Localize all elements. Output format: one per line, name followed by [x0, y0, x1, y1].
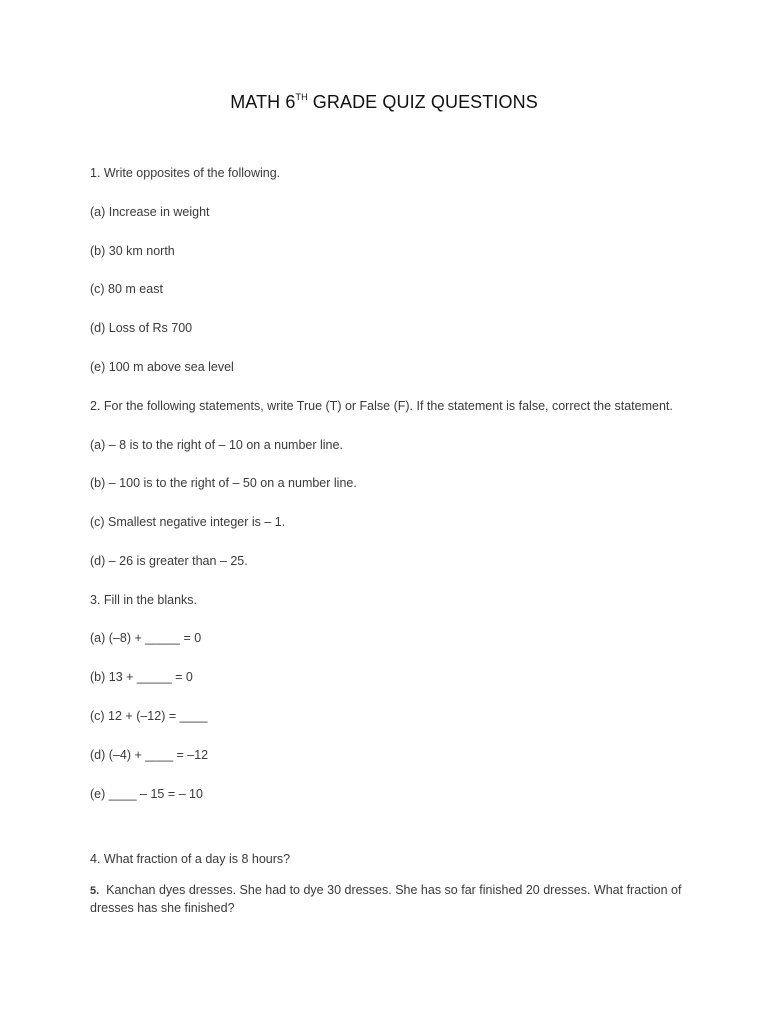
title-suffix: GRADE QUIZ QUESTIONS	[307, 92, 538, 112]
question-4-prompt: 4. What fraction of a day is 8 hours?	[90, 852, 291, 866]
question-2-prompt: 2. For the following statements, write True (T) or False (F). If the statement is false, correct the statement.	[90, 399, 673, 413]
question-3-item-c: (c) 12 + (–12) = ____	[90, 709, 208, 723]
question-5-prompt: Kanchan dyes dresses. She had to dye 30 dresses. She has so far finished 20 dresses. What fraction of dresses has she finished?	[90, 883, 685, 915]
question-1-prompt: 1. Write opposites of the following.	[90, 166, 281, 180]
question-5-number: 5.	[90, 885, 100, 897]
question-2-item-b: (b) – 100 is to the right of – 50 on a number line.	[90, 476, 357, 490]
question-3-item-a: (a) (–8) + _____ = 0	[90, 631, 202, 645]
question-3-item-e: (e) ____ – 15 = – 10	[90, 787, 203, 801]
question-1-item-d: (d) Loss of Rs 700	[90, 321, 193, 335]
question-3-item-d: (d) (–4) + ____ = –12	[90, 748, 209, 762]
question-1-item-b: (b) 30 km north	[90, 244, 175, 258]
question-2-item-c: (c) Smallest negative integer is – 1.	[90, 515, 286, 529]
question-3-prompt: 3. Fill in the blanks.	[90, 593, 197, 607]
question-2-item-d: (d) – 26 is greater than – 25.	[90, 554, 248, 568]
title-superscript: TH	[295, 92, 308, 102]
question-3-item-b: (b) 13 + _____ = 0	[90, 670, 193, 684]
question-2-item-a: (a) – 8 is to the right of – 10 on a number line.	[90, 438, 343, 452]
question-5	[90, 882, 690, 917]
question-1-item-a: (a) Increase in weight	[90, 205, 210, 219]
title-prefix: MATH 6	[230, 92, 296, 112]
page-title	[0, 92, 768, 113]
question-1-item-e: (e) 100 m above sea level	[90, 360, 234, 374]
question-1-item-c: (c) 80 m east	[90, 282, 163, 296]
